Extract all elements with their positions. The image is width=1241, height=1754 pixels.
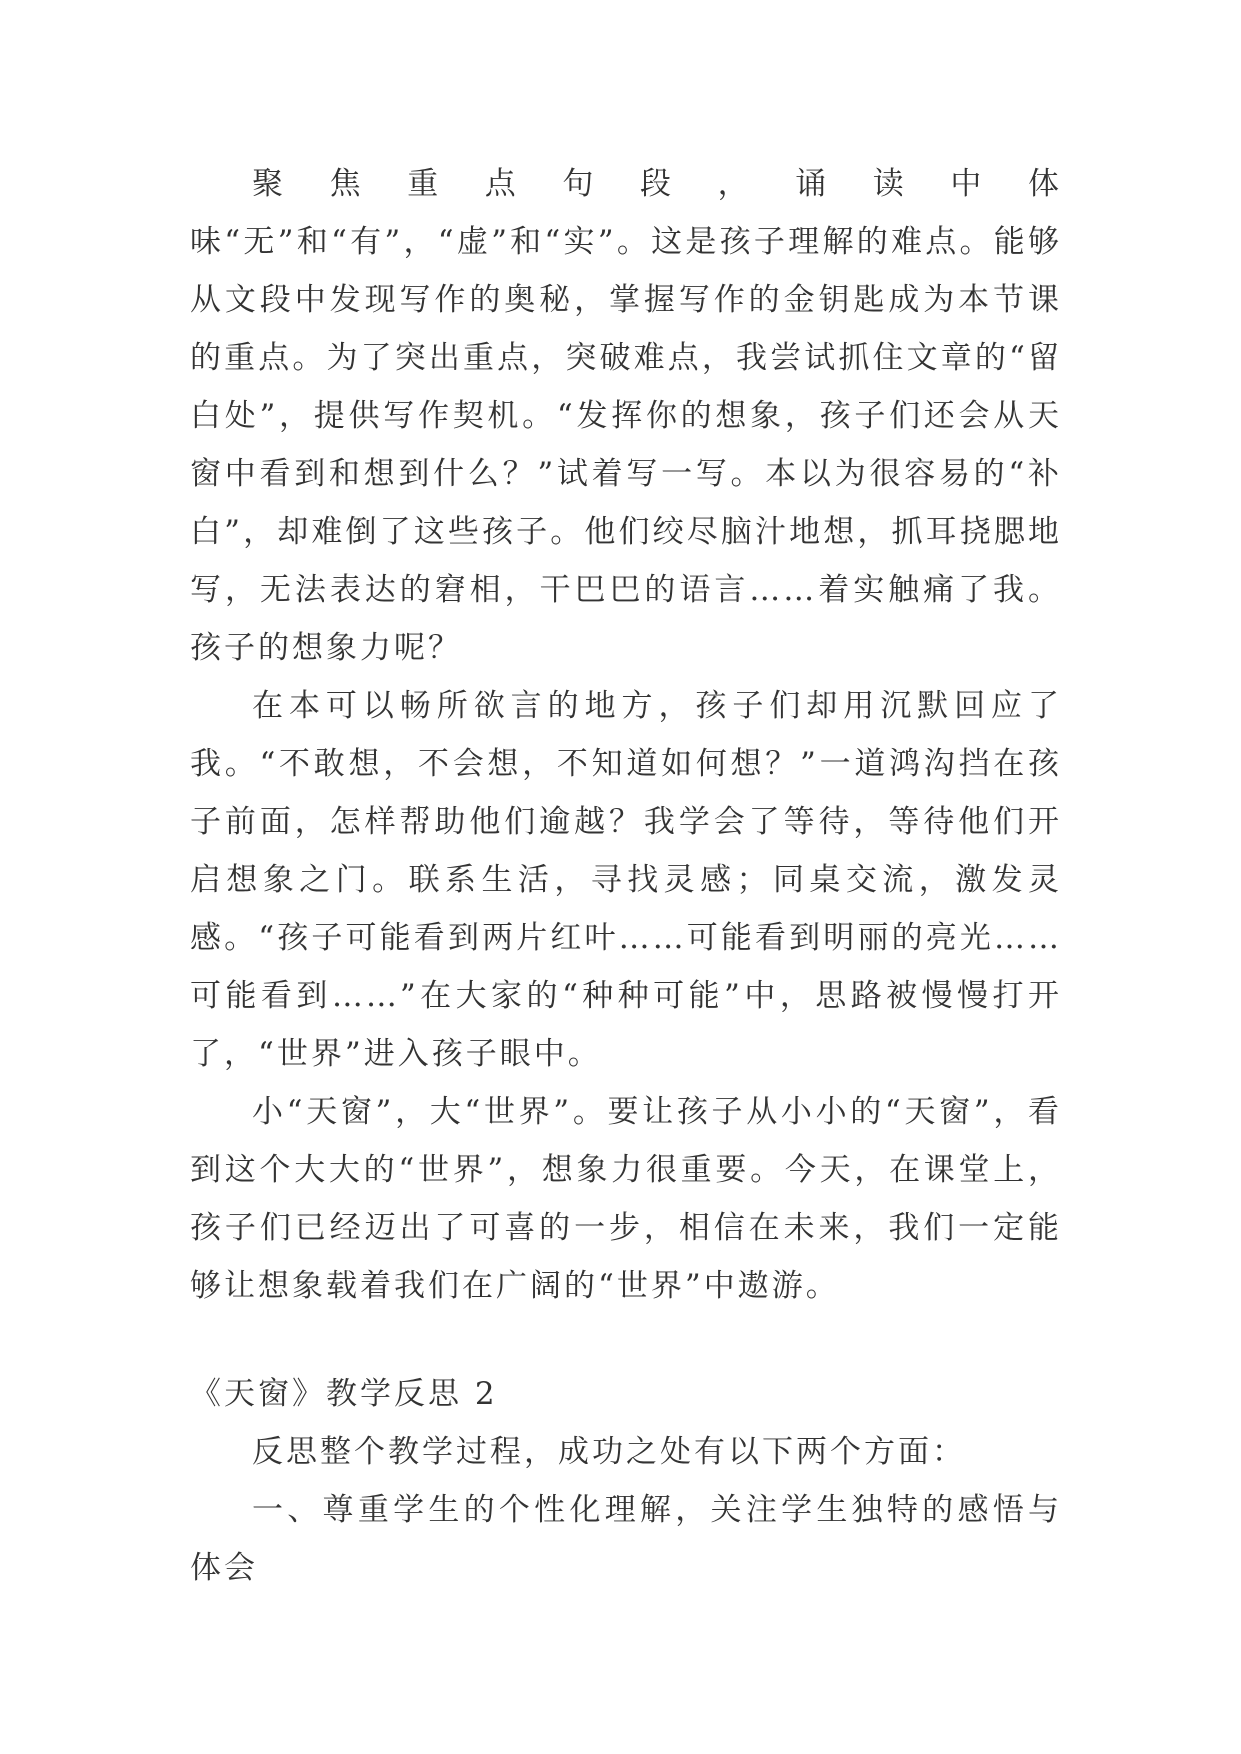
paragraph-point-one: 一、尊重学生的个性化理解，关注学生独特的感悟与体会 [190,1492,1062,1586]
paragraph-waiting-for-imagination: 在本可以畅所欲言的地方，孩子们却用沉默回应了我。“不敢想，不会想，不知道如何想？”一道鸿沟挡在孩子前面，怎样帮助他们逾越？我学会了等待，等待他们开启想象之门。联系生活，寻找灵感；同桌交流，激发灵感。“孩子可能看到两片红叶……可能看到明丽的亮光……可能看到……”在大家的“种种可能”中，思路被慢慢打开了，“世界”进入孩子眼中。 [190,688,1062,1072]
section-title: 《天窗》教学反思 2 [190,1376,498,1412]
section-gap [190,1315,1062,1365]
document-body [190,155,1062,1597]
paragraph-small-window-big-world: 小“天窗”，大“世界”。要让孩子从小小的“天窗”，看到这个大大的“世界”，想象力很重要。今天，在课堂上，孩子们已经迈出了可喜的一步，相信在未来，我们一定能够让想象载着我们在广阔的“世界”中遨游。 [190,1094,1062,1304]
paragraph-focus-key-passages: 聚焦重点句段，诵读中体味“无”和“有”，“虚”和“实”。这是孩子理解的难点。能够从文段中发现写作的奥秘，掌握写作的金钥匙成为本节课的重点。为了突出重点，突破难点，我尝试抓住文章的“留白处”，提供写作契机。“发挥你的想象，孩子们还会从天窗中看到和想到什么？”试着写一写。本以为很容易的“补白”，却难倒了这些孩子。他们绞尽脑汁地想，抓耳挠腮地写，无法表达的窘相，干巴巴的语言……着实触痛了我。孩子的想象力呢？ [190,166,1062,666]
paragraph-reflection-intro: 反思整个教学过程，成功之处有以下两个方面： [252,1434,966,1470]
